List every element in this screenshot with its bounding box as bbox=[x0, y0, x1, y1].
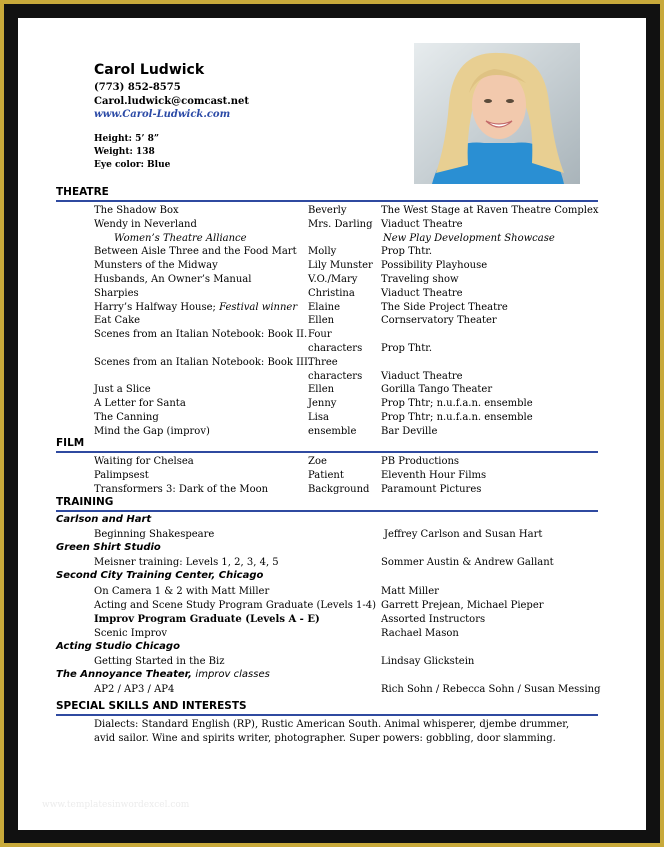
credit-row bbox=[18, 383, 646, 396]
credit-venue: The Side Project Theatre bbox=[381, 301, 508, 313]
training-school bbox=[56, 542, 161, 553]
credit-venue: Gorilla Tango Theater bbox=[381, 384, 493, 396]
training-row bbox=[18, 683, 646, 696]
section-rule bbox=[56, 510, 598, 512]
training-row bbox=[18, 585, 646, 598]
class-teacher: Assorted Instructors bbox=[381, 613, 486, 625]
training-row bbox=[18, 627, 646, 640]
credit-title bbox=[94, 204, 179, 217]
credit-venue: Prop Thtr. bbox=[381, 343, 433, 354]
credit-role: Lily Munster bbox=[308, 260, 373, 272]
credit-title-text: The Canning bbox=[94, 412, 159, 423]
credit-role: Jenny bbox=[308, 398, 337, 410]
training-row bbox=[18, 655, 646, 668]
credit-row bbox=[18, 370, 646, 383]
credit-title: Palimpsest bbox=[94, 469, 149, 481]
section-title-training: TRAINING bbox=[56, 496, 114, 508]
credit-row bbox=[18, 232, 646, 245]
credit-venue: Prop Thtr; n.u.f.a.n. ensemble bbox=[381, 412, 533, 423]
credit-row bbox=[18, 455, 646, 468]
credit-venue: Possibility Playhouse bbox=[381, 260, 488, 272]
weight-stat: Weight: 138 bbox=[94, 147, 155, 157]
credit-title bbox=[94, 411, 159, 424]
credit-venue: Cornservatory Theater bbox=[381, 315, 497, 327]
training-row bbox=[18, 528, 646, 541]
credit-row bbox=[18, 259, 646, 272]
credit-title bbox=[94, 273, 251, 286]
credit-role: Three bbox=[308, 356, 338, 368]
credit-role: characters bbox=[308, 370, 363, 382]
section-rule bbox=[56, 451, 598, 453]
skills-text: Dialects: Standard English (RP), Rustic American South. Animal whisperer, djembe drummer, avid sailor. Wine and spirits writer, photographer. Super powers: gobbling, door slamming. bbox=[94, 719, 570, 744]
credit-title-text: Scenes from an Italian Notebook: Book II. bbox=[94, 329, 308, 341]
credit-row bbox=[18, 397, 646, 410]
credit-role: Four bbox=[308, 329, 332, 341]
credit-title-text: Scenes from an Italian Notebook: Book III. bbox=[94, 356, 312, 368]
page-frame bbox=[4, 4, 660, 843]
credit-venue: The West Stage at Raven Theatre Complex bbox=[381, 205, 599, 216]
watermark: www.templatesinwordexcel.com bbox=[42, 800, 190, 810]
credit-title-text: Just a Slice bbox=[94, 384, 151, 396]
credit-role: Mrs. Darling bbox=[308, 218, 373, 230]
credit-venue: Prop Thtr; n.u.f.a.n. ensemble bbox=[381, 398, 533, 410]
class-teacher: Rich Sohn / Rebecca Sohn / Susan Messing bbox=[381, 684, 601, 696]
class-name: Getting Started in the Biz bbox=[94, 656, 225, 667]
class-teacher: Sommer Austin & Andrew Gallant bbox=[381, 557, 554, 569]
credit-role: Ellen bbox=[308, 315, 335, 327]
credit-row bbox=[18, 425, 646, 438]
class-name: Improv Program Graduate (Levels A - E) bbox=[94, 613, 320, 625]
credit-row bbox=[18, 469, 646, 482]
class-teacher: Garrett Prejean, Michael Pieper bbox=[381, 599, 544, 611]
credit-title-text: Women’s Theatre Alliance bbox=[114, 232, 247, 244]
credit-role: Molly bbox=[308, 246, 337, 258]
school-name: Carlson and Hart bbox=[56, 514, 152, 525]
school-name: Second City Training Center, Chicago bbox=[56, 570, 264, 582]
credit-title bbox=[94, 383, 151, 396]
credit-role: Zoe bbox=[308, 456, 327, 467]
class-name: Acting and Scene Study Program Graduate (Levels 1-4) bbox=[94, 599, 377, 611]
credit-title: Waiting for Chelsea bbox=[94, 456, 194, 467]
section-rule bbox=[56, 714, 598, 716]
training-row bbox=[18, 599, 646, 612]
credit-venue: Eleventh Hour Films bbox=[381, 469, 487, 481]
credit-venue: Viaduct Theatre bbox=[381, 218, 463, 230]
credit-role: Ellen bbox=[308, 384, 335, 396]
credit-row bbox=[18, 356, 646, 369]
class-name: AP2 / AP3 / AP4 bbox=[94, 684, 175, 696]
credit-title-note: Festival winner bbox=[219, 301, 298, 313]
training-school bbox=[56, 514, 151, 525]
class-name: Meisner training: Levels 1, 2, 3, 4, 5 bbox=[94, 557, 279, 569]
school-name: Acting Studio Chicago bbox=[56, 640, 180, 652]
credit-row bbox=[18, 411, 646, 424]
credit-row bbox=[18, 218, 646, 231]
credit-title-text: Munsters of the Midway bbox=[94, 260, 218, 272]
training-row bbox=[18, 556, 646, 569]
training-school bbox=[56, 641, 180, 652]
credit-role: characters bbox=[308, 343, 363, 354]
class-teacher: Jeffrey Carlson and Susan Hart bbox=[384, 529, 543, 541]
training-school bbox=[56, 669, 270, 680]
credit-row bbox=[18, 328, 646, 341]
class-name: Beginning Shakespeare bbox=[94, 529, 215, 541]
credit-role: Lisa bbox=[308, 412, 329, 423]
credit-venue: Traveling show bbox=[381, 274, 459, 285]
credit-title bbox=[94, 314, 140, 327]
credit-title-text: Eat Cake bbox=[94, 315, 141, 327]
credit-title bbox=[94, 218, 197, 231]
credit-title bbox=[94, 259, 218, 272]
section-title-skills: SPECIAL SKILLS AND INTERESTS bbox=[56, 700, 247, 712]
credit-venue: Bar Deville bbox=[381, 425, 438, 437]
credit-row bbox=[18, 204, 646, 217]
website-link[interactable]: www.Carol-Ludwick.com bbox=[94, 109, 231, 120]
class-teacher: Matt Miller bbox=[381, 585, 439, 597]
credit-title bbox=[94, 425, 210, 438]
credit-row bbox=[18, 314, 646, 327]
class-teacher: Rachael Mason bbox=[381, 627, 459, 639]
credit-venue: Viaduct Theatre bbox=[381, 287, 463, 299]
credit-role: Beverly bbox=[308, 205, 347, 216]
credit-title-text: The Shadow Box bbox=[94, 205, 179, 216]
class-teacher: Lindsay Glickstein bbox=[381, 656, 475, 667]
credit-venue: PB Productions bbox=[381, 456, 460, 467]
school-note: improv classes bbox=[195, 669, 270, 681]
credit-title bbox=[94, 397, 186, 410]
credit-row bbox=[18, 483, 646, 496]
credit-title bbox=[94, 245, 297, 258]
credit-role: Elaine bbox=[308, 301, 341, 313]
credit-role: V.O./Mary bbox=[308, 274, 358, 285]
eye-color-stat: Eye color: Blue bbox=[94, 160, 171, 170]
credit-role: Christina bbox=[308, 287, 355, 299]
credit-row bbox=[18, 342, 646, 355]
actor-name: Carol Ludwick bbox=[94, 62, 205, 78]
credit-title-text: Harry’s Halfway House; bbox=[94, 301, 216, 313]
training-school bbox=[56, 570, 263, 581]
credit-title bbox=[114, 232, 247, 245]
credit-row bbox=[18, 301, 646, 314]
credit-title bbox=[94, 356, 311, 369]
credit-row bbox=[18, 245, 646, 258]
section-title-theatre: THEATRE bbox=[56, 186, 109, 198]
school-name: Green Shirt Studio bbox=[56, 542, 161, 554]
phone-number: (773) 852-8575 bbox=[94, 82, 181, 93]
school-name: The Annoyance Theater, bbox=[56, 669, 192, 681]
headshot-photo bbox=[414, 43, 580, 184]
credit-title bbox=[94, 287, 139, 300]
section-rule bbox=[56, 200, 598, 202]
credit-title-text: A Letter for Santa bbox=[94, 398, 186, 410]
credit-role: ensemble bbox=[308, 425, 357, 437]
credit-title-text: Between Aisle Three and the Food Mart bbox=[94, 246, 297, 258]
credit-role: Background bbox=[308, 483, 370, 495]
credit-title-text: Mind the Gap (improv) bbox=[94, 425, 210, 437]
credit-venue: Paramount Pictures bbox=[381, 483, 482, 495]
credit-title bbox=[94, 301, 297, 314]
credit-venue: New Play Development Showcase bbox=[383, 232, 555, 244]
class-name: Scenic Improv bbox=[94, 627, 168, 639]
credit-venue: Viaduct Theatre bbox=[381, 370, 463, 382]
credit-role: Patient bbox=[308, 469, 344, 481]
credit-title-text: Sharpies bbox=[94, 287, 139, 299]
training-row bbox=[18, 613, 646, 626]
credit-title-text: Wendy in Neverland bbox=[94, 218, 197, 230]
resume-page bbox=[18, 18, 646, 830]
credit-title: Transformers 3: Dark of the Moon bbox=[94, 483, 269, 495]
credit-venue: Prop Thtr. bbox=[381, 246, 433, 258]
credit-title-text: Husbands, An Owner’s Manual bbox=[94, 274, 252, 285]
height-stat: Height: 5’ 8” bbox=[94, 134, 160, 144]
credit-row bbox=[18, 273, 646, 286]
credit-row bbox=[18, 287, 646, 300]
email-address[interactable]: Carol.ludwick@comcast.net bbox=[94, 96, 250, 107]
section-title-film: FILM bbox=[56, 437, 85, 449]
class-name: On Camera 1 & 2 with Matt Miller bbox=[94, 585, 270, 597]
credit-title bbox=[94, 328, 307, 341]
